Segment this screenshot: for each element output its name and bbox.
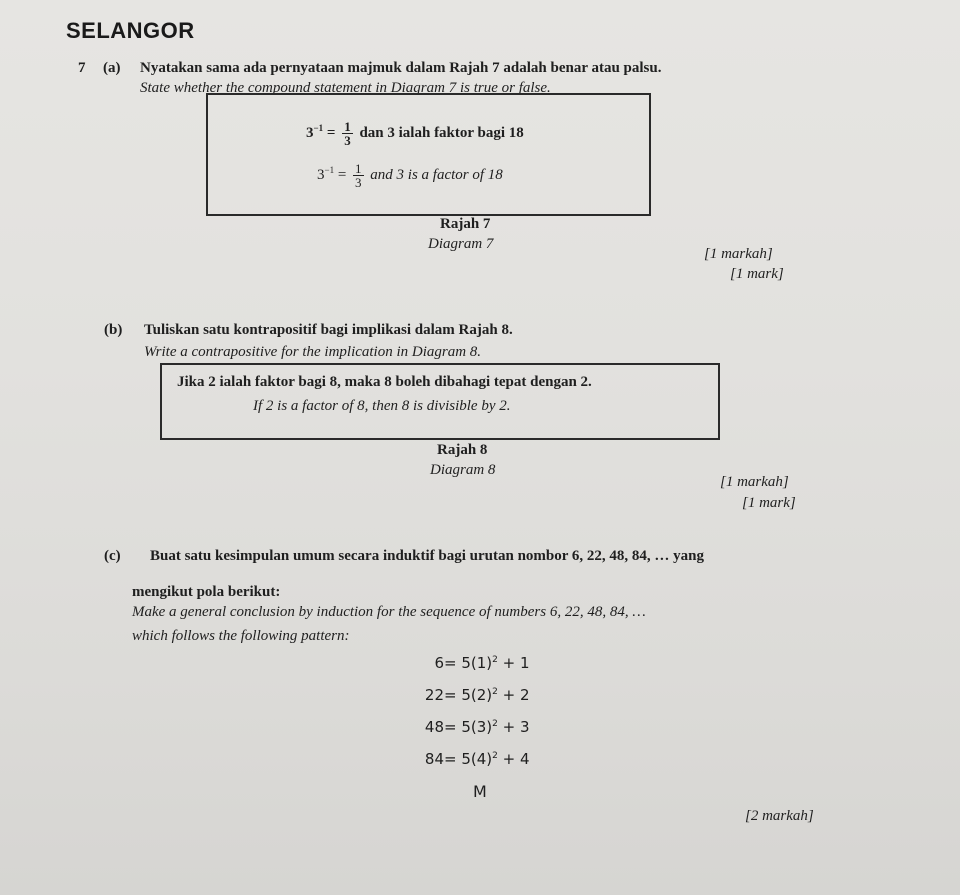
power-base: 3 [317, 166, 325, 183]
power-exponent: −1 [313, 122, 324, 133]
diagram-7-box [206, 93, 651, 216]
part-c-mark-bm: [2 markah] [745, 808, 814, 824]
statement-tail-en: and 3 is a factor of 18 [370, 166, 503, 183]
equation-rhs: + 3 [497, 718, 530, 736]
diagram-7-caption-en: Diagram 7 [428, 236, 494, 252]
equation-lhs: 6 [434, 654, 444, 672]
part-b-label: (b) [104, 322, 123, 338]
power-base: 3 [306, 124, 314, 141]
equals-sign: = [337, 166, 347, 183]
equation-term: = 5(1) [444, 654, 493, 672]
equation-exponent: 2 [492, 655, 498, 665]
pattern-equation-2 [414, 686, 554, 704]
diagram-7-statement-en [317, 162, 503, 189]
pattern-continuation: M [473, 782, 487, 801]
part-c-question-bm-line2: mengikut pola berikut: [132, 584, 281, 600]
page-header: SELANGOR [66, 18, 195, 43]
diagram-8-statement-en: If 2 is a factor of 8, then 8 is divisible by 2. [253, 398, 511, 414]
fraction [342, 120, 353, 147]
part-b-question-bm: Tuliskan satu kontrapositif bagi implikasi dalam Rajah 8. [144, 322, 513, 338]
equation-lhs: 84 [424, 750, 444, 768]
part-a-label: (a) [103, 60, 121, 76]
part-c-label: (c) [104, 548, 121, 564]
part-b-mark-bm: [1 markah] [720, 474, 789, 490]
equation-term: = 5(2) [444, 686, 493, 704]
statement-tail-bm: dan 3 ialah faktor bagi 18 [359, 124, 524, 141]
diagram-7-statement-bm [306, 120, 524, 147]
diagram-7-caption-bm: Rajah 7 [440, 216, 491, 232]
equation-rhs: + 4 [497, 750, 530, 768]
diagram-8-statement-bm: Jika 2 ialah faktor bagi 8, maka 8 boleh dibahagi tepat dengan 2. [177, 374, 592, 390]
power-exponent: −1 [324, 164, 335, 175]
part-a-mark-bm: [1 markah] [704, 246, 773, 262]
fraction-numerator: 1 [355, 161, 362, 176]
fraction-denominator: 3 [344, 133, 351, 148]
equation-lhs: 22 [424, 686, 444, 704]
diagram-8-caption-bm: Rajah 8 [437, 442, 488, 458]
equation-rhs: + 2 [497, 686, 530, 704]
pattern-equation-4 [414, 750, 554, 768]
part-a-mark-en: [1 mark] [730, 266, 784, 282]
part-c-question-en-line1: Make a general conclusion by induction for the sequence of numbers 6, 22, 48, 84, … [132, 604, 646, 620]
part-c-question-bm-line1: Buat satu kesimpulan umum secara induktif bagi urutan nombor 6, 22, 48, 84, … yang [150, 548, 704, 564]
equation-exponent: 2 [492, 719, 498, 729]
part-a-question-en: State whether the compound statement in Diagram 7 is true or false. [140, 80, 551, 96]
part-b-question-en: Write a contrapositive for the implication in Diagram 8. [144, 344, 482, 360]
fraction-numerator: 1 [344, 119, 351, 134]
part-c-question-en-line2: which follows the following pattern: [132, 628, 350, 644]
equation-exponent: 2 [492, 751, 498, 761]
part-b-mark-en: [1 mark] [742, 495, 796, 511]
pattern-equation-1 [414, 654, 554, 672]
part-a-question-bm: Nyatakan sama ada pernyataan majmuk dalam Rajah 7 adalah benar atau palsu. [140, 60, 662, 76]
fraction-denominator: 3 [355, 175, 362, 190]
equals-sign: = [326, 124, 336, 141]
question-number: 7 [78, 60, 86, 76]
equation-term: = 5(4) [444, 750, 493, 768]
equation-term: = 5(3) [444, 718, 493, 736]
diagram-8-caption-en: Diagram 8 [430, 462, 496, 478]
fraction [353, 162, 364, 189]
equation-exponent: 2 [492, 687, 498, 697]
equation-rhs: + 1 [497, 654, 530, 672]
equation-lhs: 48 [424, 718, 444, 736]
pattern-equation-3 [414, 718, 554, 736]
